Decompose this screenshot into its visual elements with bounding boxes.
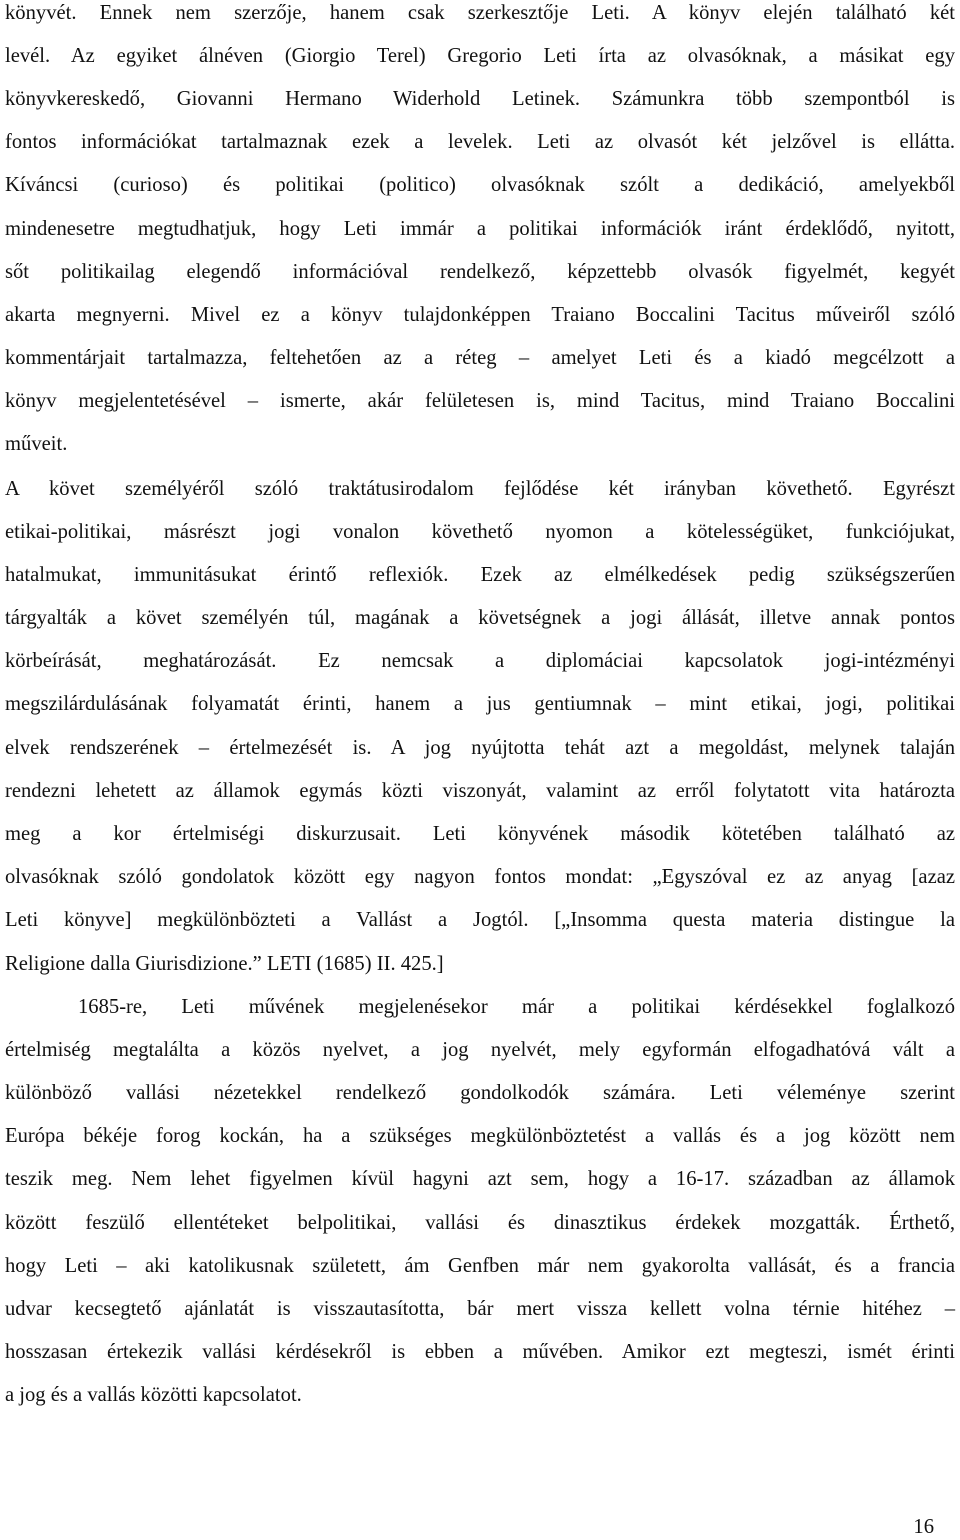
text-line: könyvét. Ennek nem szerzője, hanem csak szerkesztője Leti. A könyv elején található két	[5, 2, 955, 24]
page-number: 16	[913, 1516, 934, 1538]
text-line: Religione dalla Giurisdizione.” LETI (1685) II. 425.]	[5, 953, 444, 975]
text-line: etikai-politikai, másrészt jogi vonalon követhető nyomon a kötelességüket, funkciójukat,	[5, 521, 955, 543]
text-line: elvek rendszerének – értelmezését is. A jog nyújtotta tehát azt a megoldást, melynek talaján	[5, 737, 955, 759]
text-line: körbeírását, meghatározását. Ez nemcsak a diplomáciai kapcsolatok jogi-intézményi	[5, 650, 955, 672]
text-line: hatalmukat, immunitásukat érintő reflexiók. Ezek az elmélkedések pedig szükségszerűen	[5, 564, 955, 586]
text-line: kommentárjait tartalmazza, feltehetően az a réteg – amelyet Leti és a kiadó megcélzott a	[5, 347, 955, 369]
text-line: különböző vallási nézetekkel rendelkező gondolkodók számára. Leti véleménye szerint	[5, 1082, 955, 1104]
text-line: udvar kecsegtető ajánlatát is visszautasította, bár mert vissza kellett volna térnie hitéhez –	[5, 1298, 955, 1320]
text-line: között feszülő ellentéteket belpolitikai, vallási és dinasztikus érdekek mozgatták. Érthető,	[5, 1212, 955, 1234]
text-line: 1685-re, Leti művének megjelenésekor már a politikai kérdésekkel foglalkozó	[78, 996, 955, 1018]
text-line: értelmiség megtalálta a közös nyelvet, a jog nyelvét, mely egyformán elfogadhatóvá vált a	[5, 1039, 955, 1061]
text-line: hosszasan értekezik vallási kérdésekről is ebben a művében. Amikor ezt megteszi, ismét érinti	[5, 1341, 955, 1363]
text-line: Kíváncsi (curioso) és politikai (politico) olvasóknak szólt a dedikáció, amelyekből	[5, 174, 955, 196]
text-line: hogy Leti – aki katolikusnak született, ám Genfben már nem gyakorolta vallását, és a francia	[5, 1255, 955, 1277]
text-line: meg a kor értelmiségi diskurzusait. Leti könyvének második kötetében található az	[5, 823, 955, 845]
text-line: mindenesetre megtudhatjuk, hogy Leti immár a politikai információk iránt érdeklődő, nyitott,	[5, 218, 955, 240]
text-line: könyv megjelentetésével – ismerte, akár felületesen is, mind Tacitus, mind Traiano Boccalini	[5, 390, 955, 412]
text-line: a jog és a vallás közötti kapcsolatot.	[5, 1384, 302, 1406]
text-line: levél. Az egyiket álnéven (Giorgio Terel) Gregorio Leti írta az olvasóknak, a másikat egy	[5, 45, 955, 67]
text-line: olvasóknak szóló gondolatok között egy nagyon fontos mondat: „Egyszóval ez az anyag [azaz	[5, 866, 955, 888]
text-line: megszilárdulásának folyamatát érinti, hanem a jus gentiumnak – mint etikai, jogi, politikai	[5, 693, 955, 715]
text-line: rendezni lehetett az államok egymás közti viszonyát, valamint az erről folytatott vita határozta	[5, 780, 955, 802]
text-line: műveit.	[5, 433, 68, 455]
text-line: sőt politikailag elegendő információval rendelkező, képzettebb olvasók figyelmét, kegyét	[5, 261, 955, 283]
text-line: fontos információkat tartalmaznak ezek a levelek. Leti az olvasót két jelzővel is ellátta.	[5, 131, 955, 153]
text-line: tárgyalták a követ személyén túl, magának a követségnek a jogi állását, illetve annak pontos	[5, 607, 955, 629]
text-line: Leti könyve] megkülönbözteti a Vallást a Jogtól. [„Insomma questa materia distingue la	[5, 909, 955, 931]
text-line: A követ személyéről szóló traktátusirodalom fejlődése két irányban követhető. Egyrészt	[5, 478, 955, 500]
text-line: akarta megnyerni. Mivel ez a könyv tulajdonképpen Traiano Boccalini Tacitus műveiről szóló	[5, 304, 955, 326]
text-line: teszik meg. Nem lehet figyelmen kívül hagyni azt sem, hogy a 16-17. században az államok	[5, 1168, 955, 1190]
text-line: Európa békéje forog kockán, ha a szükséges megkülönböztetést a vallás és a jog között nem	[5, 1125, 955, 1147]
text-line: könyvkereskedő, Giovanni Hermano Widerhold Letinek. Számunkra több szempontból is	[5, 88, 955, 110]
